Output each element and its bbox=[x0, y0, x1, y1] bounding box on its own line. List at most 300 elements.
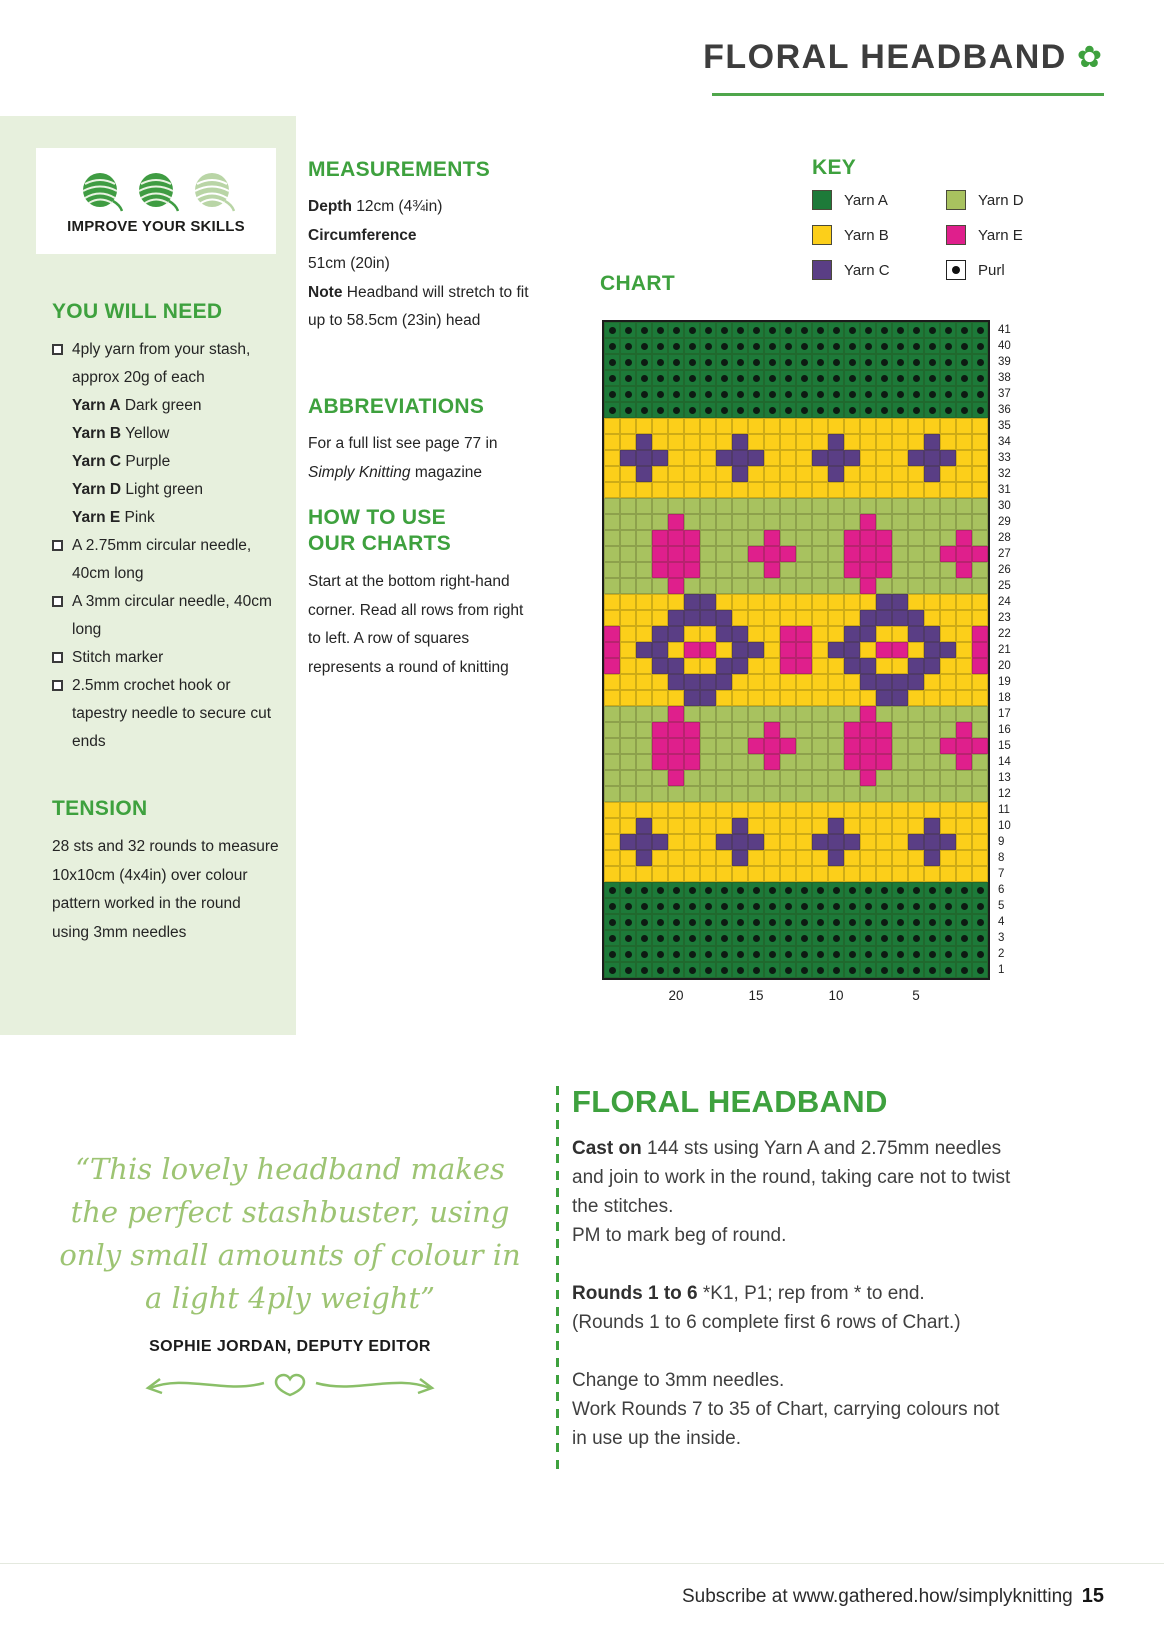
chart-cell bbox=[604, 930, 620, 946]
chart-cell bbox=[796, 578, 812, 594]
chart-cell bbox=[860, 546, 876, 562]
chart-cell bbox=[636, 578, 652, 594]
chart-cell bbox=[620, 450, 636, 466]
chart-cell bbox=[892, 674, 908, 690]
chart-cell bbox=[860, 914, 876, 930]
chart-cell bbox=[876, 866, 892, 882]
checkbox-icon[interactable] bbox=[52, 540, 63, 551]
chart-cell bbox=[860, 818, 876, 834]
chart-cell bbox=[860, 322, 876, 338]
chart-cell bbox=[684, 434, 700, 450]
chart-cell bbox=[940, 738, 956, 754]
chart-cell bbox=[700, 786, 716, 802]
chart-cell bbox=[780, 898, 796, 914]
chart-cell bbox=[700, 866, 716, 882]
chart-cell bbox=[636, 754, 652, 770]
chart-cell bbox=[764, 722, 780, 738]
chart-cell bbox=[908, 770, 924, 786]
chart-cell bbox=[604, 530, 620, 546]
chart-cell bbox=[652, 866, 668, 882]
chart-cell bbox=[844, 738, 860, 754]
chart-cell bbox=[668, 450, 684, 466]
checkbox-icon[interactable] bbox=[52, 652, 63, 663]
chart-cell bbox=[748, 866, 764, 882]
chart-cell bbox=[620, 514, 636, 530]
chart-cell bbox=[796, 674, 812, 690]
chart-cell bbox=[956, 930, 972, 946]
chart-cell bbox=[876, 706, 892, 722]
chart-row-label: 5 bbox=[998, 900, 1005, 912]
chart-cell bbox=[700, 594, 716, 610]
chart-cell bbox=[620, 706, 636, 722]
chart-cell bbox=[876, 322, 892, 338]
chart-cell bbox=[844, 914, 860, 930]
chart-cell bbox=[940, 370, 956, 386]
chart-cell bbox=[604, 434, 620, 450]
chart-cell bbox=[636, 834, 652, 850]
chart-cell bbox=[828, 498, 844, 514]
measurement-line bbox=[308, 222, 548, 251]
chart-cell bbox=[636, 338, 652, 354]
chart-cell bbox=[668, 338, 684, 354]
checkbox-icon[interactable] bbox=[52, 596, 63, 607]
chart-cell bbox=[684, 594, 700, 610]
chart-cell bbox=[844, 962, 860, 978]
chart-cell bbox=[620, 866, 636, 882]
chart-cell bbox=[748, 610, 764, 626]
chart-cell bbox=[604, 386, 620, 402]
chart-cell bbox=[876, 786, 892, 802]
chart-cell bbox=[780, 578, 796, 594]
chart-cell bbox=[828, 882, 844, 898]
chart-cell bbox=[780, 546, 796, 562]
chart-cell bbox=[860, 354, 876, 370]
chart-cell bbox=[956, 322, 972, 338]
measurement-line: Depth 12cm (4¾in) bbox=[308, 198, 443, 215]
chart-cell bbox=[668, 562, 684, 578]
chart-cell bbox=[972, 818, 988, 834]
chart-cell bbox=[892, 930, 908, 946]
chart-cell bbox=[972, 674, 988, 690]
checklist-item-bold: Yarn E bbox=[72, 509, 121, 526]
chart-cell bbox=[620, 370, 636, 386]
flourish bbox=[55, 1366, 525, 1411]
chart-cell bbox=[620, 338, 636, 354]
chart-cell bbox=[812, 466, 828, 482]
chart-cell bbox=[700, 514, 716, 530]
chart-cell bbox=[972, 370, 988, 386]
chart-cell bbox=[796, 418, 812, 434]
chart-cell bbox=[636, 770, 652, 786]
chart-cell bbox=[780, 434, 796, 450]
chart-cell bbox=[700, 706, 716, 722]
chart-cell bbox=[684, 818, 700, 834]
chart-cell bbox=[924, 514, 940, 530]
chart-cell bbox=[652, 482, 668, 498]
chart-cell bbox=[668, 834, 684, 850]
chart-cell bbox=[636, 850, 652, 866]
chart-cell bbox=[940, 546, 956, 562]
chart-cell bbox=[892, 850, 908, 866]
chart-cell bbox=[764, 610, 780, 626]
chart-cell bbox=[844, 882, 860, 898]
chart-cell bbox=[796, 722, 812, 738]
chart-cell bbox=[956, 562, 972, 578]
chart-cell bbox=[924, 866, 940, 882]
chart-cell bbox=[796, 770, 812, 786]
checklist-item-bold: Yarn D bbox=[72, 481, 122, 498]
chart-cell bbox=[956, 386, 972, 402]
chart-cell bbox=[684, 866, 700, 882]
chart-cell bbox=[780, 626, 796, 642]
chart-cell bbox=[604, 354, 620, 370]
chart-cell bbox=[620, 898, 636, 914]
checkbox-icon[interactable] bbox=[52, 344, 63, 355]
chart-cell bbox=[956, 514, 972, 530]
chart-row-label: 18 bbox=[998, 692, 1011, 704]
flower-icon: ✿ bbox=[1076, 40, 1102, 74]
chart-row-label: 31 bbox=[998, 484, 1011, 496]
chart-cell bbox=[908, 834, 924, 850]
chart-cell bbox=[812, 706, 828, 722]
chart-cell bbox=[748, 562, 764, 578]
chart-cell bbox=[876, 482, 892, 498]
chart-cell bbox=[860, 754, 876, 770]
chart-cell bbox=[684, 658, 700, 674]
chart-cell bbox=[620, 322, 636, 338]
chart-cell bbox=[764, 562, 780, 578]
chart-cell bbox=[716, 466, 732, 482]
chart-cell bbox=[620, 562, 636, 578]
chart-cell bbox=[812, 354, 828, 370]
chart-cell bbox=[620, 674, 636, 690]
key-item bbox=[812, 260, 920, 280]
chart-cell bbox=[652, 834, 668, 850]
chart-cell bbox=[892, 466, 908, 482]
chart-cell bbox=[748, 946, 764, 962]
chart-grid bbox=[602, 320, 990, 980]
chart-cell bbox=[604, 482, 620, 498]
chart-cell bbox=[652, 450, 668, 466]
quote-line: only small amounts of colour in bbox=[59, 1238, 521, 1272]
chart-cell bbox=[620, 802, 636, 818]
checklist-item: Yarn D Light green bbox=[72, 481, 203, 498]
chart-cell bbox=[908, 450, 924, 466]
chart-cell bbox=[716, 610, 732, 626]
chart-cell bbox=[940, 706, 956, 722]
chart-cell bbox=[604, 706, 620, 722]
chart-cell bbox=[892, 914, 908, 930]
chart-cell bbox=[828, 482, 844, 498]
chart-cell bbox=[716, 930, 732, 946]
chart-cell bbox=[748, 722, 764, 738]
chart-row-label: 4 bbox=[998, 916, 1005, 928]
chart-cell bbox=[828, 386, 844, 402]
chart-cell bbox=[604, 754, 620, 770]
chart-cell bbox=[972, 482, 988, 498]
chart-cell bbox=[748, 482, 764, 498]
chart-cell bbox=[972, 770, 988, 786]
chart-cell bbox=[972, 914, 988, 930]
chart-cell bbox=[844, 434, 860, 450]
chart-cell bbox=[748, 962, 764, 978]
chart-row-label: 29 bbox=[998, 516, 1011, 528]
chart-cell bbox=[604, 850, 620, 866]
chart-cell bbox=[780, 418, 796, 434]
chart-cell bbox=[732, 738, 748, 754]
chart-cell bbox=[716, 770, 732, 786]
chart-cell bbox=[764, 786, 780, 802]
chart-cell bbox=[860, 466, 876, 482]
chart-cell bbox=[940, 722, 956, 738]
measurement-line: Note Headband will stretch to fit up to 58.5cm (23in) head bbox=[308, 283, 529, 329]
chart-cell bbox=[972, 898, 988, 914]
chart-cell bbox=[716, 530, 732, 546]
chart-cell bbox=[684, 962, 700, 978]
chart-row-label: 2 bbox=[998, 948, 1005, 960]
chart-cell bbox=[876, 642, 892, 658]
chart-cell bbox=[924, 626, 940, 642]
chart-col-label: 20 bbox=[668, 988, 684, 1003]
chart-cell bbox=[876, 738, 892, 754]
chart-cell bbox=[860, 866, 876, 882]
chart-cell bbox=[732, 882, 748, 898]
chart-cell bbox=[924, 674, 940, 690]
checklist-item: Yarn C Purple bbox=[72, 453, 171, 470]
chart-cell bbox=[652, 562, 668, 578]
chart-cell bbox=[860, 530, 876, 546]
chart-cell bbox=[684, 450, 700, 466]
chart-cell bbox=[972, 562, 988, 578]
chart-cell bbox=[796, 546, 812, 562]
key-label: Yarn B bbox=[844, 226, 889, 244]
chart-cell bbox=[812, 866, 828, 882]
key-swatch bbox=[946, 260, 966, 280]
chart-cell bbox=[972, 450, 988, 466]
chart-cell bbox=[604, 674, 620, 690]
chart-cell bbox=[684, 898, 700, 914]
chart-cell bbox=[620, 386, 636, 402]
key-swatch bbox=[812, 225, 832, 245]
chart-cell bbox=[828, 354, 844, 370]
chart-cell bbox=[684, 322, 700, 338]
checklist-item: Yarn B Yellow bbox=[72, 425, 170, 442]
chart-cell bbox=[796, 930, 812, 946]
chart-cell bbox=[684, 946, 700, 962]
chart-cell bbox=[812, 850, 828, 866]
chart-cell bbox=[956, 754, 972, 770]
chart-cell bbox=[748, 322, 764, 338]
chart-cell bbox=[668, 642, 684, 658]
chart-cell bbox=[668, 610, 684, 626]
chart-cell bbox=[780, 562, 796, 578]
chart-cell bbox=[732, 514, 748, 530]
chart-cell bbox=[924, 370, 940, 386]
chart-cell bbox=[732, 850, 748, 866]
chart-cell bbox=[732, 866, 748, 882]
chart-cell bbox=[828, 402, 844, 418]
chart-cell bbox=[860, 642, 876, 658]
chart-cell bbox=[844, 610, 860, 626]
chart-row-label: 11 bbox=[998, 804, 1010, 816]
chart-cell bbox=[828, 706, 844, 722]
chart-cell bbox=[860, 626, 876, 642]
footer-subscribe-link[interactable]: Subscribe at www.gathered.how/simplyknitting bbox=[682, 1586, 1073, 1607]
chart-cell bbox=[604, 962, 620, 978]
chart-cell bbox=[860, 834, 876, 850]
chart-cell bbox=[684, 850, 700, 866]
chart-cell bbox=[748, 674, 764, 690]
chart-cell bbox=[908, 418, 924, 434]
chart-cell bbox=[892, 706, 908, 722]
checklist-item-bold: Yarn C bbox=[72, 453, 122, 470]
chart-cell bbox=[828, 562, 844, 578]
chart-cell bbox=[924, 786, 940, 802]
chart-cell bbox=[892, 338, 908, 354]
chart-cell bbox=[684, 674, 700, 690]
chart-cell bbox=[908, 738, 924, 754]
chart-cell bbox=[876, 594, 892, 610]
chart-cell bbox=[812, 370, 828, 386]
chart-cell bbox=[812, 610, 828, 626]
chart-cell bbox=[908, 722, 924, 738]
chart-cell bbox=[604, 738, 620, 754]
chart-cell bbox=[828, 626, 844, 642]
chart-cell bbox=[940, 834, 956, 850]
chart-cell bbox=[844, 562, 860, 578]
chart-cell bbox=[684, 626, 700, 642]
chart-cell bbox=[860, 802, 876, 818]
chart-cell bbox=[748, 786, 764, 802]
chart-cell bbox=[668, 370, 684, 386]
chart-cell bbox=[668, 770, 684, 786]
chart-cell bbox=[924, 610, 940, 626]
chart-cell bbox=[940, 434, 956, 450]
chart-cell bbox=[876, 434, 892, 450]
chart-cell bbox=[924, 962, 940, 978]
chart-cell bbox=[684, 482, 700, 498]
chart-cell bbox=[636, 514, 652, 530]
chart-cell bbox=[892, 690, 908, 706]
chart-cell bbox=[828, 786, 844, 802]
chart-cell bbox=[716, 338, 732, 354]
chart-cell bbox=[764, 514, 780, 530]
chart-cell bbox=[620, 786, 636, 802]
chart-cell bbox=[780, 818, 796, 834]
chart-cell bbox=[620, 354, 636, 370]
chart-cell bbox=[860, 930, 876, 946]
pattern-bold: Rounds 1 to 6 bbox=[572, 1283, 698, 1304]
chart-cell bbox=[700, 434, 716, 450]
chart-cell bbox=[652, 370, 668, 386]
chart-row-label: 20 bbox=[998, 660, 1011, 672]
quote-line: “This lovely headband makes bbox=[75, 1152, 505, 1186]
chart-cell bbox=[684, 786, 700, 802]
chart-cell bbox=[972, 834, 988, 850]
chart-cell bbox=[956, 706, 972, 722]
chart-cell bbox=[876, 914, 892, 930]
chart-cell bbox=[716, 514, 732, 530]
chart-cell bbox=[892, 770, 908, 786]
chart-cell bbox=[876, 658, 892, 674]
chart-cell bbox=[796, 882, 812, 898]
chart-cell bbox=[796, 562, 812, 578]
chart-cell bbox=[668, 578, 684, 594]
measurements-lines bbox=[308, 193, 548, 336]
chart-cell bbox=[668, 466, 684, 482]
chart-cell bbox=[940, 930, 956, 946]
chart-cell bbox=[940, 674, 956, 690]
chart-cell bbox=[812, 562, 828, 578]
chart-cell bbox=[716, 946, 732, 962]
how-to-heading: HOW TO USE OUR CHARTS bbox=[308, 506, 451, 555]
chart-cell bbox=[812, 738, 828, 754]
chart-cell bbox=[668, 882, 684, 898]
chart-cell bbox=[812, 914, 828, 930]
chart-cell bbox=[636, 450, 652, 466]
chart-cell bbox=[652, 642, 668, 658]
chart-cell bbox=[652, 914, 668, 930]
chart-cell bbox=[652, 898, 668, 914]
chart-cell bbox=[908, 530, 924, 546]
chart-cell bbox=[828, 674, 844, 690]
chart-cell bbox=[812, 418, 828, 434]
chart-cell bbox=[620, 914, 636, 930]
chart-cell bbox=[652, 594, 668, 610]
chart-cell bbox=[636, 674, 652, 690]
chart-row-label: 6 bbox=[998, 884, 1005, 896]
chart-cell bbox=[828, 818, 844, 834]
chart-cell bbox=[812, 786, 828, 802]
chart-cell bbox=[604, 690, 620, 706]
chart-cell bbox=[876, 386, 892, 402]
chart-cell bbox=[956, 418, 972, 434]
chart-cell bbox=[796, 642, 812, 658]
chart-row-label: 3 bbox=[998, 932, 1005, 944]
chart-cell bbox=[924, 946, 940, 962]
chart-cell bbox=[908, 338, 924, 354]
chart-cell bbox=[892, 514, 908, 530]
editor-quote bbox=[55, 1148, 525, 1411]
chart-cell bbox=[716, 802, 732, 818]
pattern-heading: FLORAL HEADBAND bbox=[572, 1084, 888, 1119]
chart-cell bbox=[620, 946, 636, 962]
chart-cell bbox=[684, 914, 700, 930]
chart-cell bbox=[716, 706, 732, 722]
chart-cell bbox=[764, 770, 780, 786]
chart-cell bbox=[684, 610, 700, 626]
chart-cell bbox=[812, 802, 828, 818]
chart-cell bbox=[636, 562, 652, 578]
chart-cell bbox=[636, 466, 652, 482]
checkbox-icon[interactable] bbox=[52, 680, 63, 691]
pattern-bold: Cast on bbox=[572, 1138, 642, 1159]
chart-cell bbox=[668, 786, 684, 802]
chart-cell bbox=[636, 690, 652, 706]
chart-cell bbox=[972, 866, 988, 882]
chart-cell bbox=[764, 370, 780, 386]
chart-cell bbox=[700, 482, 716, 498]
chart-cell bbox=[636, 882, 652, 898]
chart-col-labels bbox=[602, 988, 990, 1008]
chart-cell bbox=[844, 786, 860, 802]
chart-cell bbox=[956, 914, 972, 930]
title-underline bbox=[712, 93, 1104, 96]
chart-cell bbox=[908, 562, 924, 578]
chart-cell bbox=[764, 834, 780, 850]
chart-cell bbox=[700, 818, 716, 834]
chart-cell bbox=[812, 594, 828, 610]
